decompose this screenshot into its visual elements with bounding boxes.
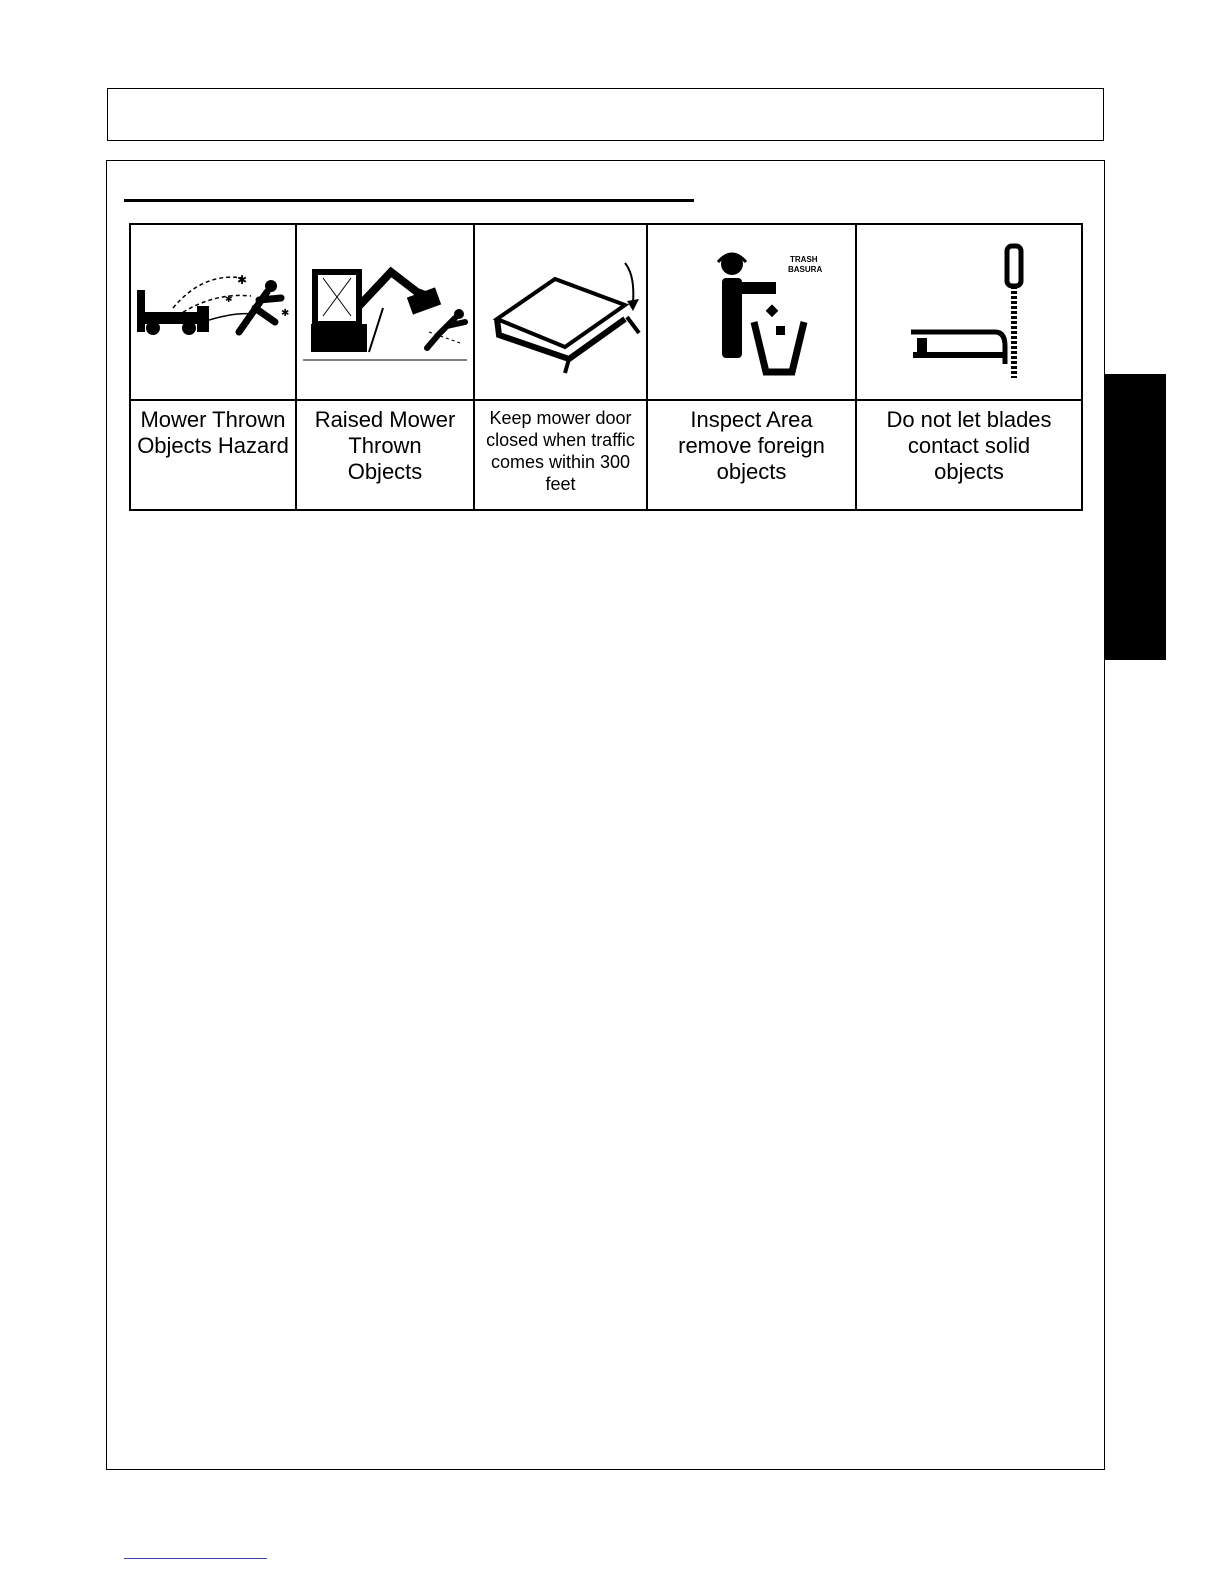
hazard-caption-1 [130,400,296,510]
raised-mower-thrown-objects-icon [297,252,473,372]
mower-door-closed-icon [475,247,646,377]
hazard-sign-table [129,223,1083,511]
hazard-cell-1 [130,224,296,400]
svg-text:✱: ✱ [225,294,233,304]
hazard-caption-5 [856,400,1082,510]
sign-text-trash: TRASH [789,255,818,264]
hazard-caption-3 [474,400,647,510]
header-box [107,88,1104,141]
hazard-cell-5 [856,224,1082,400]
hazard-cell-4 [647,224,856,400]
caption-raised-mower: Raised Mower Thrown Objects [314,407,456,484]
svg-text:✱: ✱ [237,273,248,287]
caption-inspect-area: Inspect Area remove foreign objects [678,407,825,484]
section-side-tab [1105,374,1166,660]
hazard-cell-3 [474,224,647,400]
trash-removal-icon [648,242,855,382]
blade-solid-object-icon [857,242,1081,382]
section-title-rule [124,199,694,202]
hazard-cell-2 [296,224,474,400]
sign-text-basura: BASURA [787,265,822,274]
hazard-caption-2 [296,400,474,510]
footer-link-underline[interactable] [124,1558,267,1559]
caption-blades-solid-objects: Do not let blades contact solid objects [886,407,1052,484]
caption-thrown-objects: Mower Thrown Objects Hazard [137,407,289,458]
thrown-objects-icon [131,272,295,352]
svg-text:✱: ✱ [281,308,290,319]
hazard-caption-4 [647,400,856,510]
caption-mower-door: Keep mower door closed when traffic comes within 300 feet [486,408,635,494]
